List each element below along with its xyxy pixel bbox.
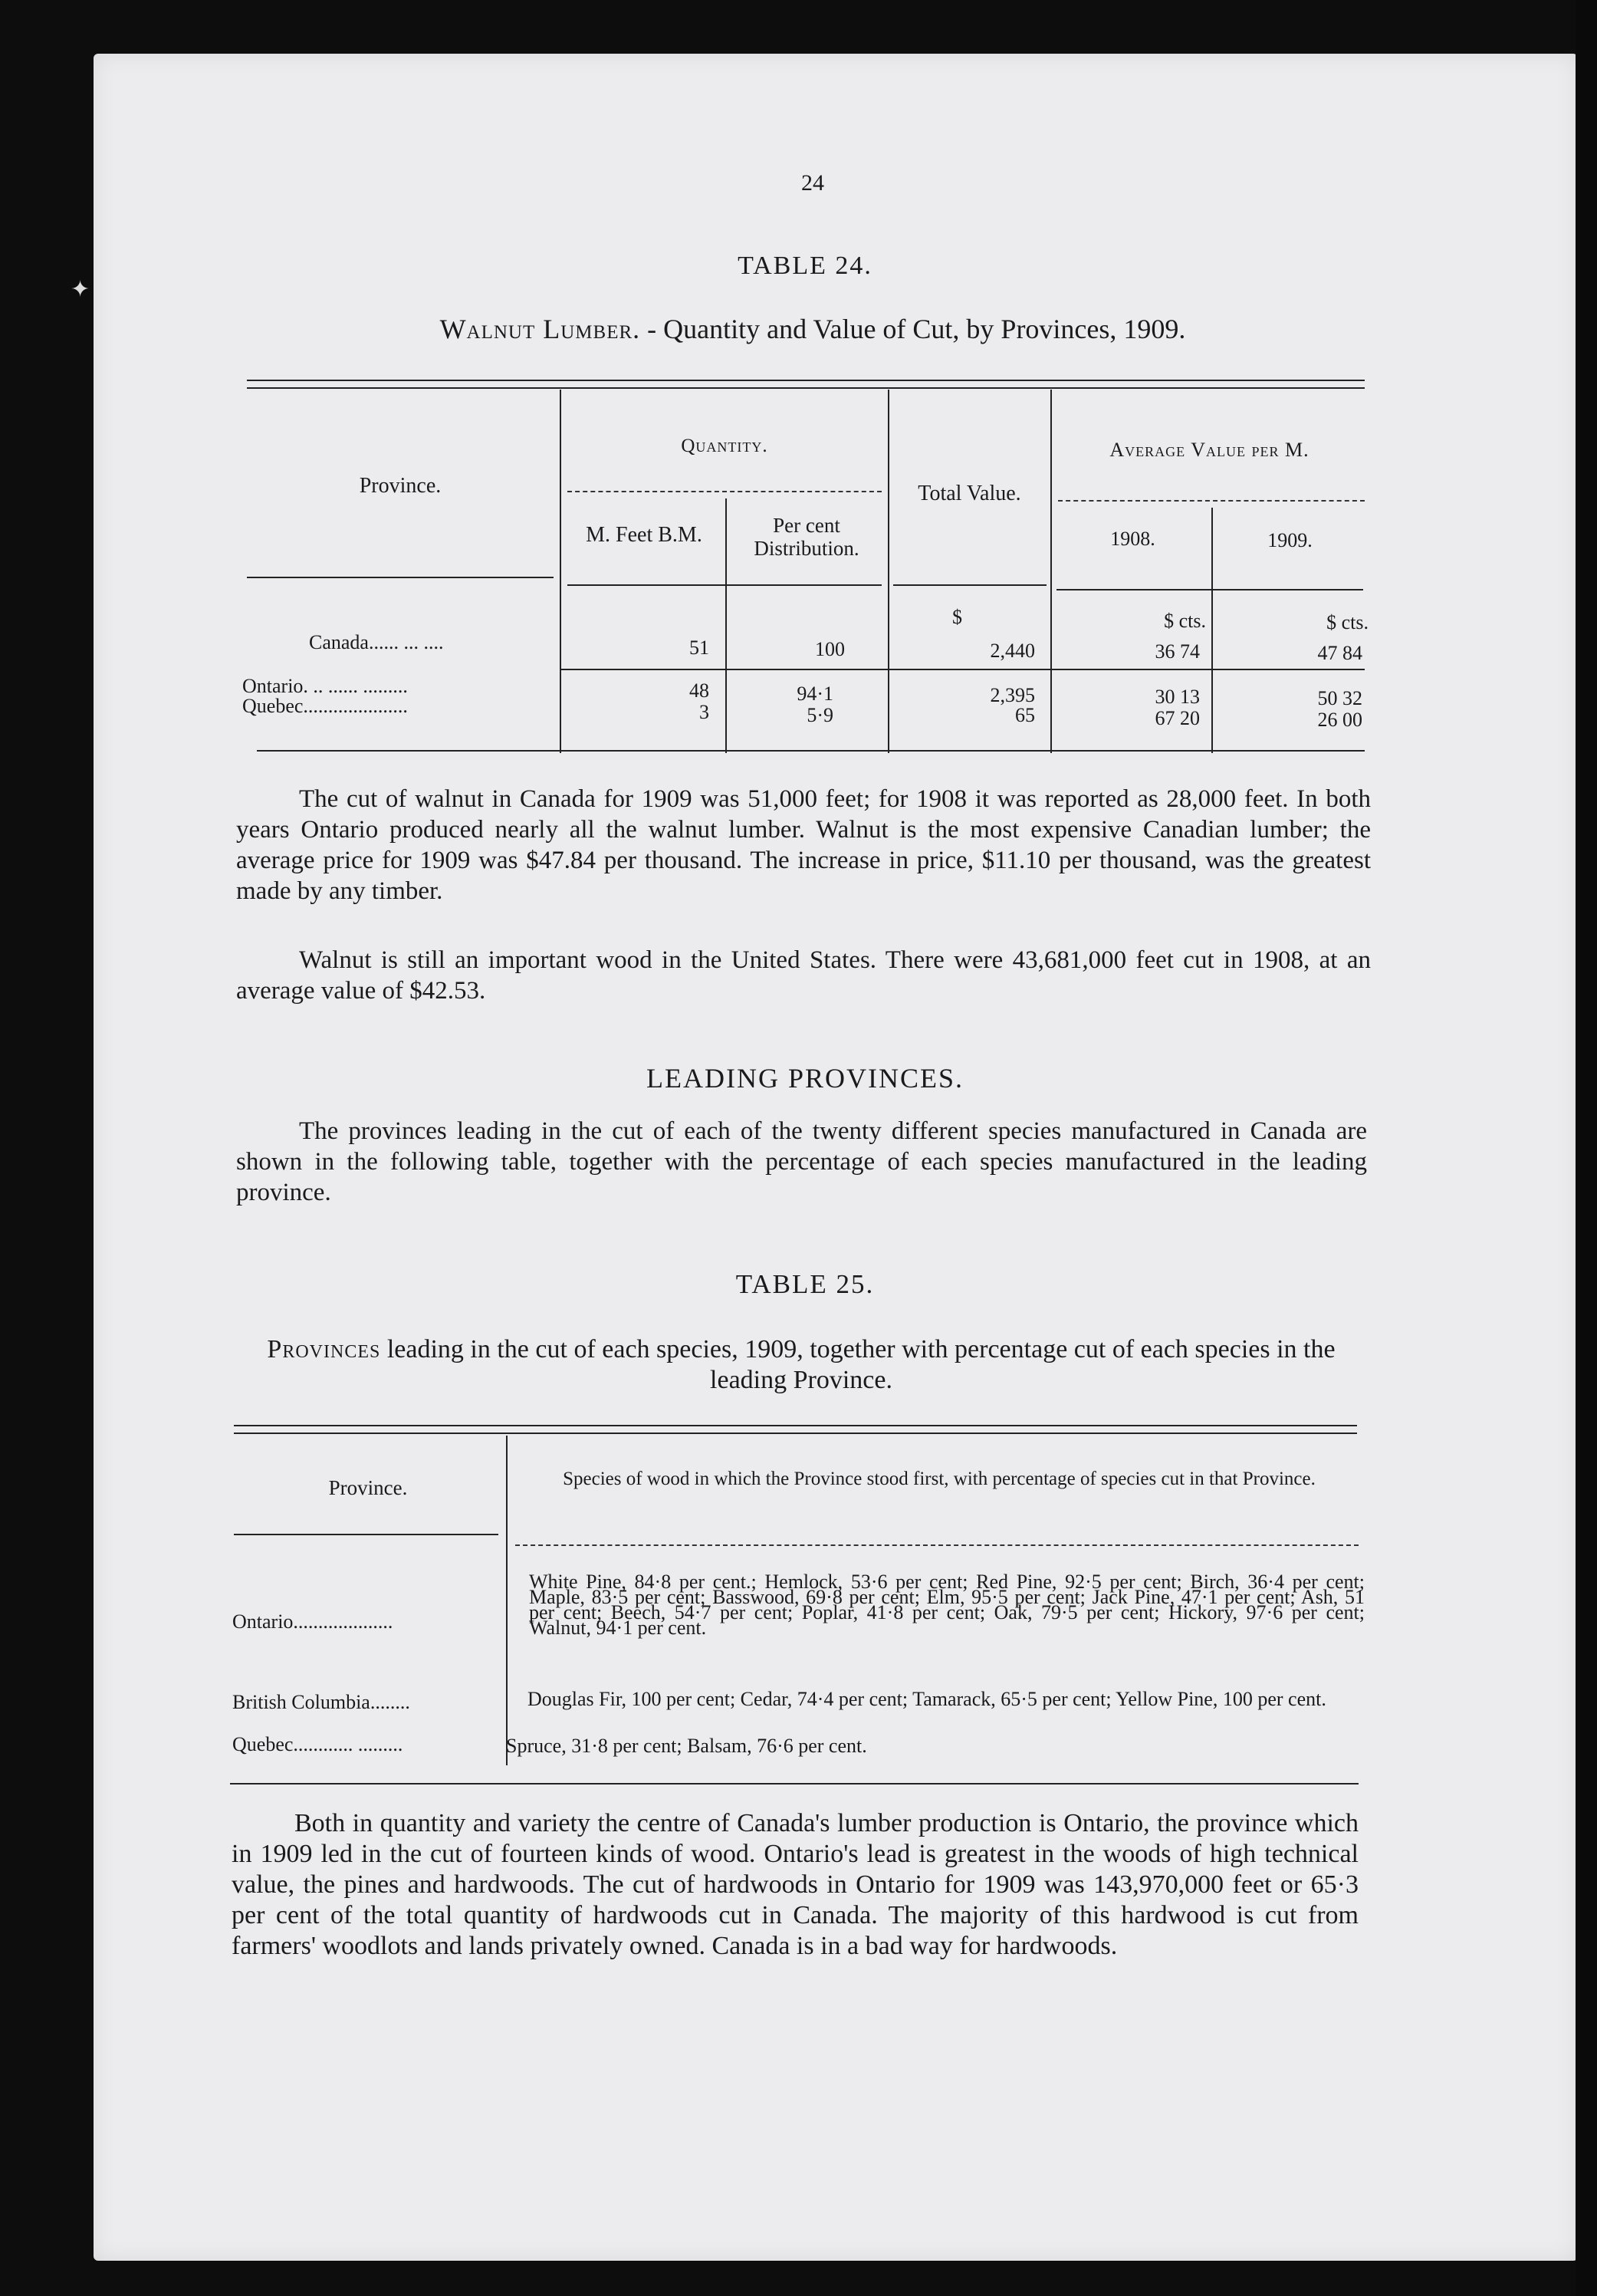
table25-title-rest: leading in the cut of each species, 1909, together with percentage cut of each species in the leading Province. <box>380 1335 1336 1394</box>
unit-1908: $ cts. <box>1164 610 1206 632</box>
header-1909: 1909. <box>1267 529 1313 551</box>
scan-border <box>1576 0 1597 2296</box>
row-total: 2,395 <box>990 684 1035 706</box>
header-province: Province. <box>359 474 442 498</box>
row-total: 65 <box>1015 704 1035 726</box>
table24-title <box>230 313 1395 345</box>
row-1908: 30 13 <box>1155 686 1200 708</box>
table25-title-lead: Provinces <box>267 1335 381 1363</box>
row-province: Quebec............ ......... <box>232 1733 403 1755</box>
row-province: Quebec..................... <box>242 695 408 717</box>
unit-1909: $ cts. <box>1326 611 1369 633</box>
page-number: 24 <box>801 170 824 196</box>
row-province: Canada...... ... .... <box>309 631 444 653</box>
header-species: Species of wood in which the Province stood first, with percentage of species cut in that Province. <box>563 1469 1316 1489</box>
row-species: Douglas Fir, 100 per cent; Cedar, 74·4 per cent; Tamarack, 65·5 per cent; Yellow Pine, 100 per cent. <box>527 1688 1326 1710</box>
final-paragraph: Both in quantity and variety the centre of Canada's lumber production is Ontario, the province which in 1909 led in the cut of fourteen kinds of wood. Ontario's lead is greatest in the woods of high technical value, the pines and hardwoods. The cut of hardwoods in Ontario for 1909 was 143,970,000 feet or 65·3 per cent of the total quantity of hardwoods cut in Canada. The majority of this hardwood is cut from farmers' woodlots and lands privately owned. Canada is in a bad way for hardwoods. <box>232 1809 1359 1960</box>
row-1908: 67 20 <box>1155 707 1200 729</box>
row-percent: 94·1 <box>797 683 833 705</box>
header-average: Average Value per M. <box>1109 439 1309 461</box>
row-1909: 47 84 <box>1317 642 1362 664</box>
header-province: Province. <box>328 1476 408 1499</box>
row-1909: 50 32 <box>1317 687 1362 709</box>
row-total: 2,440 <box>990 640 1035 662</box>
row-species: Spruce, 31·8 per cent; Balsam, 76·6 per cent. <box>506 1735 867 1757</box>
table24-label: TABLE 24. <box>738 252 872 280</box>
header-percent: Per cent Distribution. <box>754 514 859 560</box>
row-mfeet: 51 <box>689 636 709 659</box>
row-province: Ontario. .. ...... ......... <box>242 675 408 697</box>
row-percent: 100 <box>815 638 845 660</box>
table25-title <box>230 1334 1372 1396</box>
header-total: Total Value. <box>918 482 1021 505</box>
leading-provinces-paragraph: The provinces leading in the cut of each of the twenty different species manufactured in Canada are shown in the following table, together with the percentage of each species manufactured in the leading province. <box>236 1117 1367 1206</box>
table24-title-rest: - Quantity and Value of Cut, by Provinces, 1909. <box>640 314 1186 344</box>
row-province: British Columbia........ <box>232 1691 410 1713</box>
row-1909: 26 00 <box>1317 709 1362 731</box>
row-mfeet: 3 <box>699 701 709 723</box>
table25-label: TABLE 25. <box>735 1269 875 1299</box>
unit-total: $ <box>952 606 962 628</box>
row-species: White Pine, 84·8 per cent.; Hemlock, 53·6 per cent; Red Pine, 92·5 per cent; Birch, 36·4 per cent; Maple, 83·5 per cent; Basswood, 69·8 per cent; Elm, 95·5 per cent; Jack Pine, 47·1 per cent; Ash, 51 per cent; Beech, 54·7 per cent; Poplar, 41·8 per cent; Oak, 79·5 per cent; Hickory, 97·6 per cent; Walnut, 94·1 per cent. <box>529 1571 1365 1639</box>
header-1908: 1908. <box>1110 528 1155 550</box>
leading-provinces-heading: LEADING PROVINCES. <box>646 1063 964 1094</box>
scan-speck: ✦ <box>71 277 90 302</box>
header-mfeet: M. Feet B.M. <box>586 523 702 547</box>
walnut-paragraph-1: The cut of walnut in Canada for 1909 was 51,000 feet; for 1908 it was reported as 28,000 feet. In both years Ontario produced nearly all the walnut lumber. Walnut is the most expensive Canadian lumber; the average price for 1909 was $47.84 per thousand. The increase in price, $11.10 per thousand, was the greatest made by any timber. <box>236 785 1371 905</box>
row-percent: 5·9 <box>807 704 833 726</box>
row-1908: 36 74 <box>1155 640 1200 663</box>
row-province: Ontario.................... <box>232 1610 393 1633</box>
header-quantity: Quantity. <box>681 436 768 456</box>
row-mfeet: 48 <box>689 679 709 702</box>
walnut-paragraph-2: Walnut is still an important wood in the United States. There were 43,681,000 feet cut in 1908, at an average value of $42.53. <box>236 946 1371 1005</box>
table24-title-lead: Walnut Lumber. <box>439 314 641 344</box>
